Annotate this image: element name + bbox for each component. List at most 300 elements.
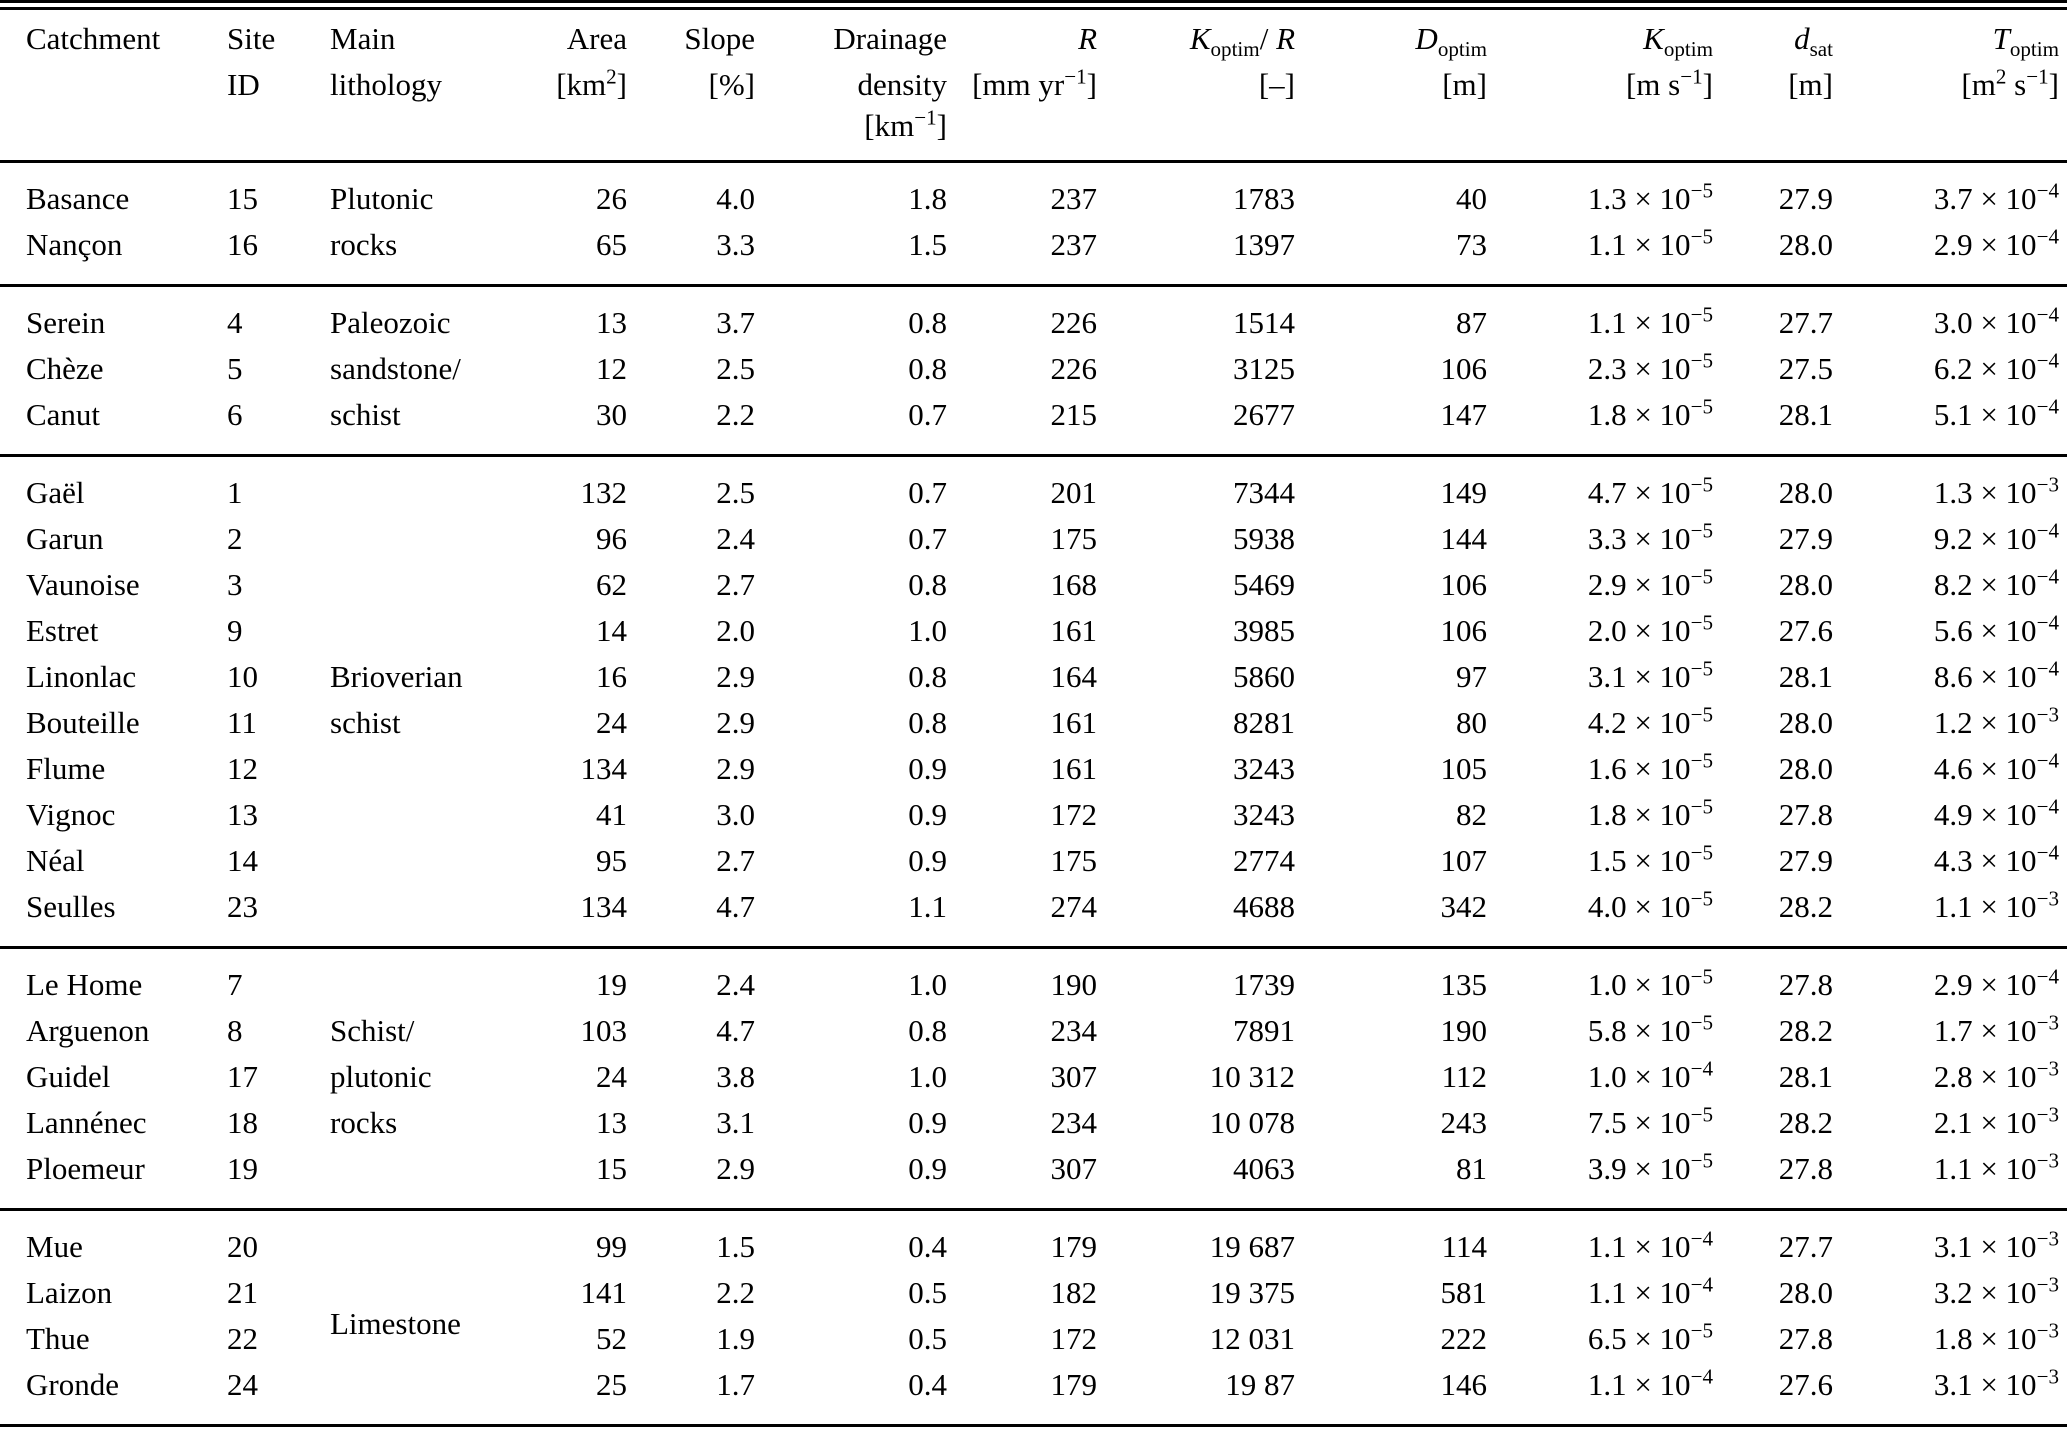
cell-drainage-density: 0.8: [908, 659, 947, 694]
cell-koptim-over-r: 19 87: [1225, 1367, 1295, 1402]
cell-recharge: 226: [1050, 351, 1097, 386]
cell-area: 99: [596, 1229, 627, 1264]
header-line-row: [0, 108, 2067, 162]
cell-catchment: Bouteille: [26, 705, 140, 740]
cell-dsat: 27.9: [1778, 521, 1833, 556]
cell-koptim: $1.0 \times 10^{-4}$: [1587, 1056, 1713, 1094]
cell-drainage-density: 0.9: [908, 751, 947, 786]
group-schist-plutonic-rocks: [0, 948, 2067, 1210]
header-doptim-line2: [m]: [1442, 67, 1487, 102]
cell-lithology: schist: [330, 397, 401, 432]
cell-koptim-over-r: 3125: [1233, 351, 1295, 386]
cell-recharge: 172: [1050, 797, 1097, 832]
cell-lithology: rocks: [330, 227, 398, 262]
cell-recharge: 175: [1050, 521, 1097, 556]
cell-catchment: Gaël: [26, 475, 85, 510]
header-toptim-line3: [1841, 108, 2067, 162]
header-catchment-line3: [0, 108, 205, 162]
cell-toptim: $1.1 \times 10^{-3}$: [1933, 1148, 2059, 1186]
cell-dsat: 28.0: [1778, 751, 1833, 786]
cell-slope: 4.0: [716, 181, 755, 216]
cell-slope: 2.9: [716, 705, 755, 740]
table-row: [0, 608, 2067, 654]
cell-lithology: [308, 792, 543, 838]
cell-doptim: 97: [1456, 659, 1487, 694]
header-line-row: [0, 16, 2067, 62]
cell-doptim: 149: [1440, 475, 1487, 510]
cell-area: 30: [596, 397, 627, 432]
cell-koptim-over-r: 7344: [1233, 475, 1295, 510]
cell-doptim: 144: [1440, 521, 1487, 556]
cell-koptim-over-r: 8281: [1233, 705, 1295, 740]
cell-recharge: 237: [1050, 227, 1097, 262]
cell-recharge: 307: [1050, 1151, 1097, 1186]
cell-slope: 2.5: [716, 475, 755, 510]
cell-catchment: Laizon: [26, 1275, 113, 1310]
cell-drainage-density: 1.0: [908, 967, 947, 1002]
cell-area: 13: [596, 305, 627, 340]
table-row: [0, 948, 2067, 1009]
header-koptim-line3: [1495, 108, 1721, 162]
cell-area: 14: [596, 613, 627, 648]
cell-koptim: $1.8 \times 10^{-5}$: [1587, 394, 1713, 432]
header-line-row: [0, 62, 2067, 108]
cell-dsat: 27.6: [1778, 613, 1833, 648]
cell-doptim: 81: [1456, 1151, 1487, 1186]
cell-toptim: $2.1 \times 10^{-3}$: [1933, 1102, 2059, 1140]
cell-catchment: Néal: [26, 843, 85, 878]
cell-dsat: 28.2: [1778, 1105, 1833, 1140]
cell-recharge: 168: [1050, 567, 1097, 602]
cell-koptim: $1.1 \times 10^{-5}$: [1587, 224, 1713, 262]
cell-recharge: 179: [1050, 1229, 1097, 1264]
cell-slope: 2.0: [716, 613, 755, 648]
cell-area: 15: [596, 1151, 627, 1186]
header-toptim-line2: [$m^2$ $s^{-1}$]: [1961, 64, 2059, 102]
cell-koptim-over-r: 5860: [1233, 659, 1295, 694]
cell-koptim: $2.3 \times 10^{-5}$: [1587, 348, 1713, 386]
cell-recharge: 161: [1050, 705, 1097, 740]
cell-site-id: 24: [227, 1367, 258, 1402]
cell-doptim: 80: [1456, 705, 1487, 740]
cell-site-id: 4: [227, 305, 243, 340]
cell-catchment: Flume: [26, 751, 106, 786]
cell-recharge: 179: [1050, 1367, 1097, 1402]
header-dsat-line1: $d_{sat}$: [1794, 21, 1833, 62]
cell-drainage-density: 1.8: [908, 181, 947, 216]
cell-recharge: 190: [1050, 967, 1097, 1002]
cell-koptim: $3.9 \times 10^{-5}$: [1587, 1148, 1713, 1186]
cell-drainage-density: 0.5: [908, 1321, 947, 1356]
cell-toptim: $8.2 \times 10^{-4}$: [1933, 564, 2059, 602]
cell-site-id: 16: [227, 227, 258, 262]
cell-koptim: $4.7 \times 10^{-5}$: [1587, 472, 1713, 510]
cell-drainage-density: 0.8: [908, 705, 947, 740]
cell-drainage-density: 0.8: [908, 351, 947, 386]
header-drainage-density-line2: density: [857, 67, 947, 102]
table-row: [0, 562, 2067, 608]
cell-toptim: $4.3 \times 10^{-4}$: [1933, 840, 2059, 878]
cell-area: 134: [580, 889, 627, 924]
header-koptim-over-r-line3: [1105, 108, 1303, 162]
cell-koptim-over-r: 4688: [1233, 889, 1295, 924]
cell-recharge: 215: [1050, 397, 1097, 432]
cell-site-id: 8: [227, 1013, 243, 1048]
table-top-rule: [0, 0, 2067, 10]
table-row: [0, 392, 2067, 456]
header-area-line2: $[km^2]$: [556, 64, 627, 102]
cell-site-id: 17: [227, 1059, 258, 1094]
cell-drainage-density: 1.5: [908, 227, 947, 262]
cell-koptim: $1.1 \times 10^{-4}$: [1587, 1272, 1713, 1310]
cell-dsat: 27.8: [1778, 967, 1833, 1002]
cell-koptim: $4.0 \times 10^{-5}$: [1587, 886, 1713, 924]
table-row: [0, 162, 2067, 223]
cell-koptim-over-r: 19 687: [1209, 1229, 1295, 1264]
cell-recharge: 226: [1050, 305, 1097, 340]
header-koptim-over-r-line1: $K_{optim}/$ R: [1189, 21, 1295, 62]
header-doptim-line1: $D_{optim}$: [1415, 21, 1487, 62]
cell-catchment: Serein: [26, 305, 106, 340]
cell-slope: 2.4: [716, 967, 755, 1002]
table-row: [0, 792, 2067, 838]
cell-area: 141: [580, 1275, 627, 1310]
header-drainage-density-line3: $[km^{-1}]$: [864, 105, 947, 143]
table-row: [0, 746, 2067, 792]
cell-area: 41: [596, 797, 627, 832]
cell-catchment: Vignoc: [26, 797, 116, 832]
cell-toptim: $2.9 \times 10^{-4}$: [1933, 224, 2059, 262]
cell-drainage-density: 0.9: [908, 843, 947, 878]
table-row: [0, 1210, 2067, 1271]
cell-drainage-density: 0.8: [908, 567, 947, 602]
cell-area: 26: [596, 181, 627, 216]
header-site-id-line1: Site: [227, 21, 276, 56]
cell-area: 103: [580, 1013, 627, 1048]
cell-slope: 1.7: [716, 1367, 755, 1402]
cell-doptim: 135: [1440, 967, 1487, 1002]
cell-area: 12: [596, 351, 627, 386]
cell-doptim: 112: [1441, 1059, 1487, 1094]
cell-lithology: schist: [330, 705, 401, 740]
cell-toptim: $3.1 \times 10^{-3}$: [1933, 1226, 2059, 1264]
cell-drainage-density: 0.4: [908, 1367, 947, 1402]
cell-recharge: 161: [1050, 751, 1097, 786]
cell-doptim: 243: [1440, 1105, 1487, 1140]
cell-koptim-over-r: 10 312: [1209, 1059, 1295, 1094]
table-row: [0, 456, 2067, 517]
cell-koptim-over-r: 1397: [1233, 227, 1295, 262]
cell-doptim: 581: [1440, 1275, 1487, 1310]
cell-koptim-over-r: 12 031: [1209, 1321, 1295, 1356]
cell-site-id: 14: [227, 843, 258, 878]
cell-koptim: $5.8 \times 10^{-5}$: [1587, 1010, 1713, 1048]
cell-slope: 3.7: [716, 305, 755, 340]
cell-doptim: 190: [1440, 1013, 1487, 1048]
cell-site-id: 20: [227, 1229, 258, 1264]
cell-area: 25: [596, 1367, 627, 1402]
cell-koptim-over-r: 3985: [1233, 613, 1295, 648]
cell-lithology: rocks: [330, 1105, 398, 1140]
cell-drainage-density: 1.1: [908, 889, 947, 924]
cell-dsat: 28.0: [1778, 227, 1833, 262]
cell-catchment: Vaunoise: [26, 567, 140, 602]
cell-toptim: $2.9 \times 10^{-4}$: [1933, 964, 2059, 1002]
cell-slope: 3.3: [716, 227, 755, 262]
header-recharge-line3: [955, 108, 1105, 162]
cell-lithology: [308, 746, 543, 792]
cell-slope: 1.5: [716, 1229, 755, 1264]
cell-toptim: $1.8 \times 10^{-3}$: [1933, 1318, 2059, 1356]
cell-recharge: 274: [1050, 889, 1097, 924]
cell-koptim: $1.5 \times 10^{-5}$: [1587, 840, 1713, 878]
cell-koptim: $1.8 \times 10^{-5}$: [1587, 794, 1713, 832]
header-catchment-line1: Catchment: [26, 21, 161, 56]
header-catchment-line2: [0, 62, 205, 108]
cell-recharge: 164: [1050, 659, 1097, 694]
cell-koptim: $7.5 \times 10^{-5}$: [1587, 1102, 1713, 1140]
header-site-id-line2: ID: [227, 67, 260, 102]
cell-catchment: Ploemeur: [26, 1151, 145, 1186]
cell-slope: 2.9: [716, 1151, 755, 1186]
cell-koptim: $6.5 \times 10^{-5}$: [1587, 1318, 1713, 1356]
cell-koptim-over-r: 19 375: [1209, 1275, 1295, 1310]
cell-koptim-over-r: 10 078: [1209, 1105, 1295, 1140]
cell-slope: 3.0: [716, 797, 755, 832]
cell-koptim-over-r: 3243: [1233, 751, 1295, 786]
cell-dsat: 27.6: [1778, 1367, 1833, 1402]
group-plutonic-rocks: [0, 162, 2067, 286]
table-row: [0, 884, 2067, 948]
cell-catchment: Garun: [26, 521, 104, 556]
header-area-line1: Area: [566, 21, 627, 56]
cell-koptim-over-r: 5938: [1233, 521, 1295, 556]
group-limestone: [0, 1210, 2067, 1426]
cell-slope: 2.4: [716, 521, 755, 556]
cell-dsat: 27.7: [1778, 1229, 1833, 1264]
cell-toptim: $5.6 \times 10^{-4}$: [1933, 610, 2059, 648]
header-lithology-line2: lithology: [330, 67, 442, 102]
cell-lithology: [308, 884, 543, 948]
cell-area: 52: [596, 1321, 627, 1356]
cell-catchment: Nançon: [26, 227, 123, 262]
cell-dsat: 27.8: [1778, 1151, 1833, 1186]
cell-lithology: plutonic: [330, 1059, 432, 1094]
cell-catchment: Thue: [26, 1321, 90, 1356]
cell-site-id: 19: [227, 1151, 258, 1186]
cell-catchment: Canut: [26, 397, 101, 432]
cell-dsat: 28.0: [1778, 1275, 1833, 1310]
cell-dsat: 27.9: [1778, 843, 1833, 878]
cell-site-id: 3: [227, 567, 243, 602]
cell-lithology: [308, 1146, 543, 1210]
cell-area: 95: [596, 843, 627, 878]
cell-area: 134: [580, 751, 627, 786]
header-slope-line2: [%]: [708, 67, 755, 102]
table-row: [0, 1008, 2067, 1054]
cell-recharge: 237: [1050, 181, 1097, 216]
cell-toptim: $3.1 \times 10^{-3}$: [1933, 1364, 2059, 1402]
header-koptim-over-r-line2: [–]: [1258, 67, 1295, 102]
header-slope-line3: [635, 108, 763, 162]
cell-doptim: 114: [1441, 1229, 1487, 1264]
cell-koptim: $1.6 \times 10^{-5}$: [1587, 748, 1713, 786]
cell-area: 132: [580, 475, 627, 510]
table-row: [0, 516, 2067, 562]
cell-recharge: 307: [1050, 1059, 1097, 1094]
cell-doptim: 107: [1440, 843, 1487, 878]
cell-doptim: 87: [1456, 305, 1487, 340]
cell-koptim: $4.2 \times 10^{-5}$: [1587, 702, 1713, 740]
cell-dsat: 27.7: [1778, 305, 1833, 340]
cell-lithology: [308, 516, 543, 562]
cell-drainage-density: 0.7: [908, 521, 947, 556]
cell-slope: 2.2: [716, 1275, 755, 1310]
cell-doptim: 106: [1440, 613, 1487, 648]
cell-drainage-density: 0.9: [908, 1105, 947, 1140]
cell-catchment: Seulles: [26, 889, 116, 924]
cell-koptim-over-r: 2774: [1233, 843, 1295, 878]
cell-lithology: [308, 562, 543, 608]
table-row: [0, 286, 2067, 347]
cell-koptim: $3.1 \times 10^{-5}$: [1587, 656, 1713, 694]
cell-slope: 3.1: [716, 1105, 755, 1140]
cell-drainage-density: 0.8: [908, 305, 947, 340]
group-paleozoic-sandstone-schist: [0, 286, 2067, 456]
cell-catchment: Gronde: [26, 1367, 119, 1402]
table-row: [0, 1054, 2067, 1100]
cell-slope: 2.5: [716, 351, 755, 386]
cell-catchment: Guidel: [26, 1059, 111, 1094]
cell-doptim: 73: [1456, 227, 1487, 262]
table-row: [0, 346, 2067, 392]
cell-dsat: 27.9: [1778, 181, 1833, 216]
cell-toptim: $6.2 \times 10^{-4}$: [1933, 348, 2059, 386]
cell-recharge: 201: [1050, 475, 1097, 510]
cell-dsat: 28.1: [1778, 397, 1833, 432]
header-dsat-line2: [m]: [1788, 67, 1833, 102]
cell-lithology: sandstone/: [330, 351, 461, 386]
cell-doptim: 106: [1440, 567, 1487, 602]
header-koptim-line2: [m $s^{-1}$]: [1625, 64, 1713, 102]
cell-koptim-over-r: 1783: [1233, 181, 1295, 216]
cell-koptim: $1.3 \times 10^{-5}$: [1587, 178, 1713, 216]
header-doptim-line3: [1303, 108, 1495, 162]
cell-dsat: 28.1: [1778, 1059, 1833, 1094]
cell-lithology: [308, 456, 543, 517]
catchment-parameters-table: [0, 16, 2067, 1427]
header-drainage-density-line1: Drainage: [833, 21, 947, 56]
cell-recharge: 175: [1050, 843, 1097, 878]
cell-catchment: Lannénec: [26, 1105, 147, 1140]
cell-site-id: 1: [227, 475, 243, 510]
header-dsat-line3: [1721, 108, 1841, 162]
table-row: [0, 1146, 2067, 1210]
cell-doptim: 222: [1440, 1321, 1487, 1356]
cell-area: 16: [596, 659, 627, 694]
cell-koptim-over-r: 3243: [1233, 797, 1295, 832]
cell-drainage-density: 0.4: [908, 1229, 947, 1264]
cell-lithology-centered: Limestone: [330, 1306, 461, 1341]
cell-catchment: Linonlac: [26, 659, 137, 694]
header-lithology-line3: [308, 108, 543, 162]
cell-dsat: 28.2: [1778, 889, 1833, 924]
cell-toptim: $1.7 \times 10^{-3}$: [1933, 1010, 2059, 1048]
cell-site-id: 11: [227, 705, 257, 740]
cell-toptim: $5.1 \times 10^{-4}$: [1933, 394, 2059, 432]
cell-koptim-over-r: 1514: [1233, 305, 1295, 340]
cell-toptim: $2.8 \times 10^{-3}$: [1933, 1056, 2059, 1094]
header-area-line3: [543, 108, 635, 162]
cell-dsat: 28.0: [1778, 705, 1833, 740]
cell-toptim: $1.3 \times 10^{-3}$: [1933, 472, 2059, 510]
cell-site-id: 6: [227, 397, 243, 432]
cell-doptim: 147: [1440, 397, 1487, 432]
cell-lithology: [308, 838, 543, 884]
cell-slope: 1.9: [716, 1321, 755, 1356]
cell-site-id: 7: [227, 967, 243, 1002]
cell-koptim: $2.9 \times 10^{-5}$: [1587, 564, 1713, 602]
cell-site-id: 22: [227, 1321, 258, 1356]
cell-koptim: $1.0 \times 10^{-5}$: [1587, 964, 1713, 1002]
cell-doptim: 342: [1440, 889, 1487, 924]
table-row: [0, 654, 2067, 700]
cell-slope: 4.7: [716, 1013, 755, 1048]
cell-toptim: $3.7 \times 10^{-4}$: [1933, 178, 2059, 216]
cell-toptim: $1.2 \times 10^{-3}$: [1933, 702, 2059, 740]
cell-lithology: Plutonic: [330, 181, 434, 216]
cell-lithology: Brioverian: [330, 659, 463, 694]
cell-area: 24: [596, 1059, 627, 1094]
cell-lithology: [308, 608, 543, 654]
cell-koptim-over-r: 5469: [1233, 567, 1295, 602]
cell-site-id: 23: [227, 889, 258, 924]
cell-doptim: 106: [1440, 351, 1487, 386]
header-lithology-line1: Main: [330, 21, 396, 56]
cell-dsat: 27.5: [1778, 351, 1833, 386]
cell-recharge: 172: [1050, 1321, 1097, 1356]
cell-koptim: $1.1 \times 10^{-4}$: [1587, 1226, 1713, 1264]
cell-koptim-over-r: 1739: [1233, 967, 1295, 1002]
cell-toptim: $9.2 \times 10^{-4}$: [1933, 518, 2059, 556]
cell-drainage-density: 1.0: [908, 1059, 947, 1094]
cell-site-id: 21: [227, 1275, 258, 1310]
group-brioverian-schist: [0, 456, 2067, 948]
table-row: [0, 1100, 2067, 1146]
cell-doptim: 105: [1440, 751, 1487, 786]
cell-koptim: $3.3 \times 10^{-5}$: [1587, 518, 1713, 556]
cell-toptim: $3.2 \times 10^{-3}$: [1933, 1272, 2059, 1310]
table-header: [0, 16, 2067, 162]
cell-toptim: $8.6 \times 10^{-4}$: [1933, 656, 2059, 694]
cell-drainage-density: 0.8: [908, 1013, 947, 1048]
cell-site-id: 2: [227, 521, 243, 556]
cell-area: 96: [596, 521, 627, 556]
cell-toptim: $4.9 \times 10^{-4}$: [1933, 794, 2059, 832]
cell-drainage-density: 0.7: [908, 397, 947, 432]
cell-slope: 2.7: [716, 567, 755, 602]
cell-doptim: 146: [1440, 1367, 1487, 1402]
cell-lithology: Paleozoic: [330, 305, 451, 340]
header-toptim-line1: $T_{optim}$: [1992, 21, 2059, 62]
cell-dsat: 28.0: [1778, 475, 1833, 510]
table-row: [0, 838, 2067, 884]
cell-slope: 4.7: [716, 889, 755, 924]
cell-area: 62: [596, 567, 627, 602]
cell-slope: 3.8: [716, 1059, 755, 1094]
cell-koptim: $2.0 \times 10^{-5}$: [1587, 610, 1713, 648]
cell-koptim-over-r: 7891: [1233, 1013, 1295, 1048]
